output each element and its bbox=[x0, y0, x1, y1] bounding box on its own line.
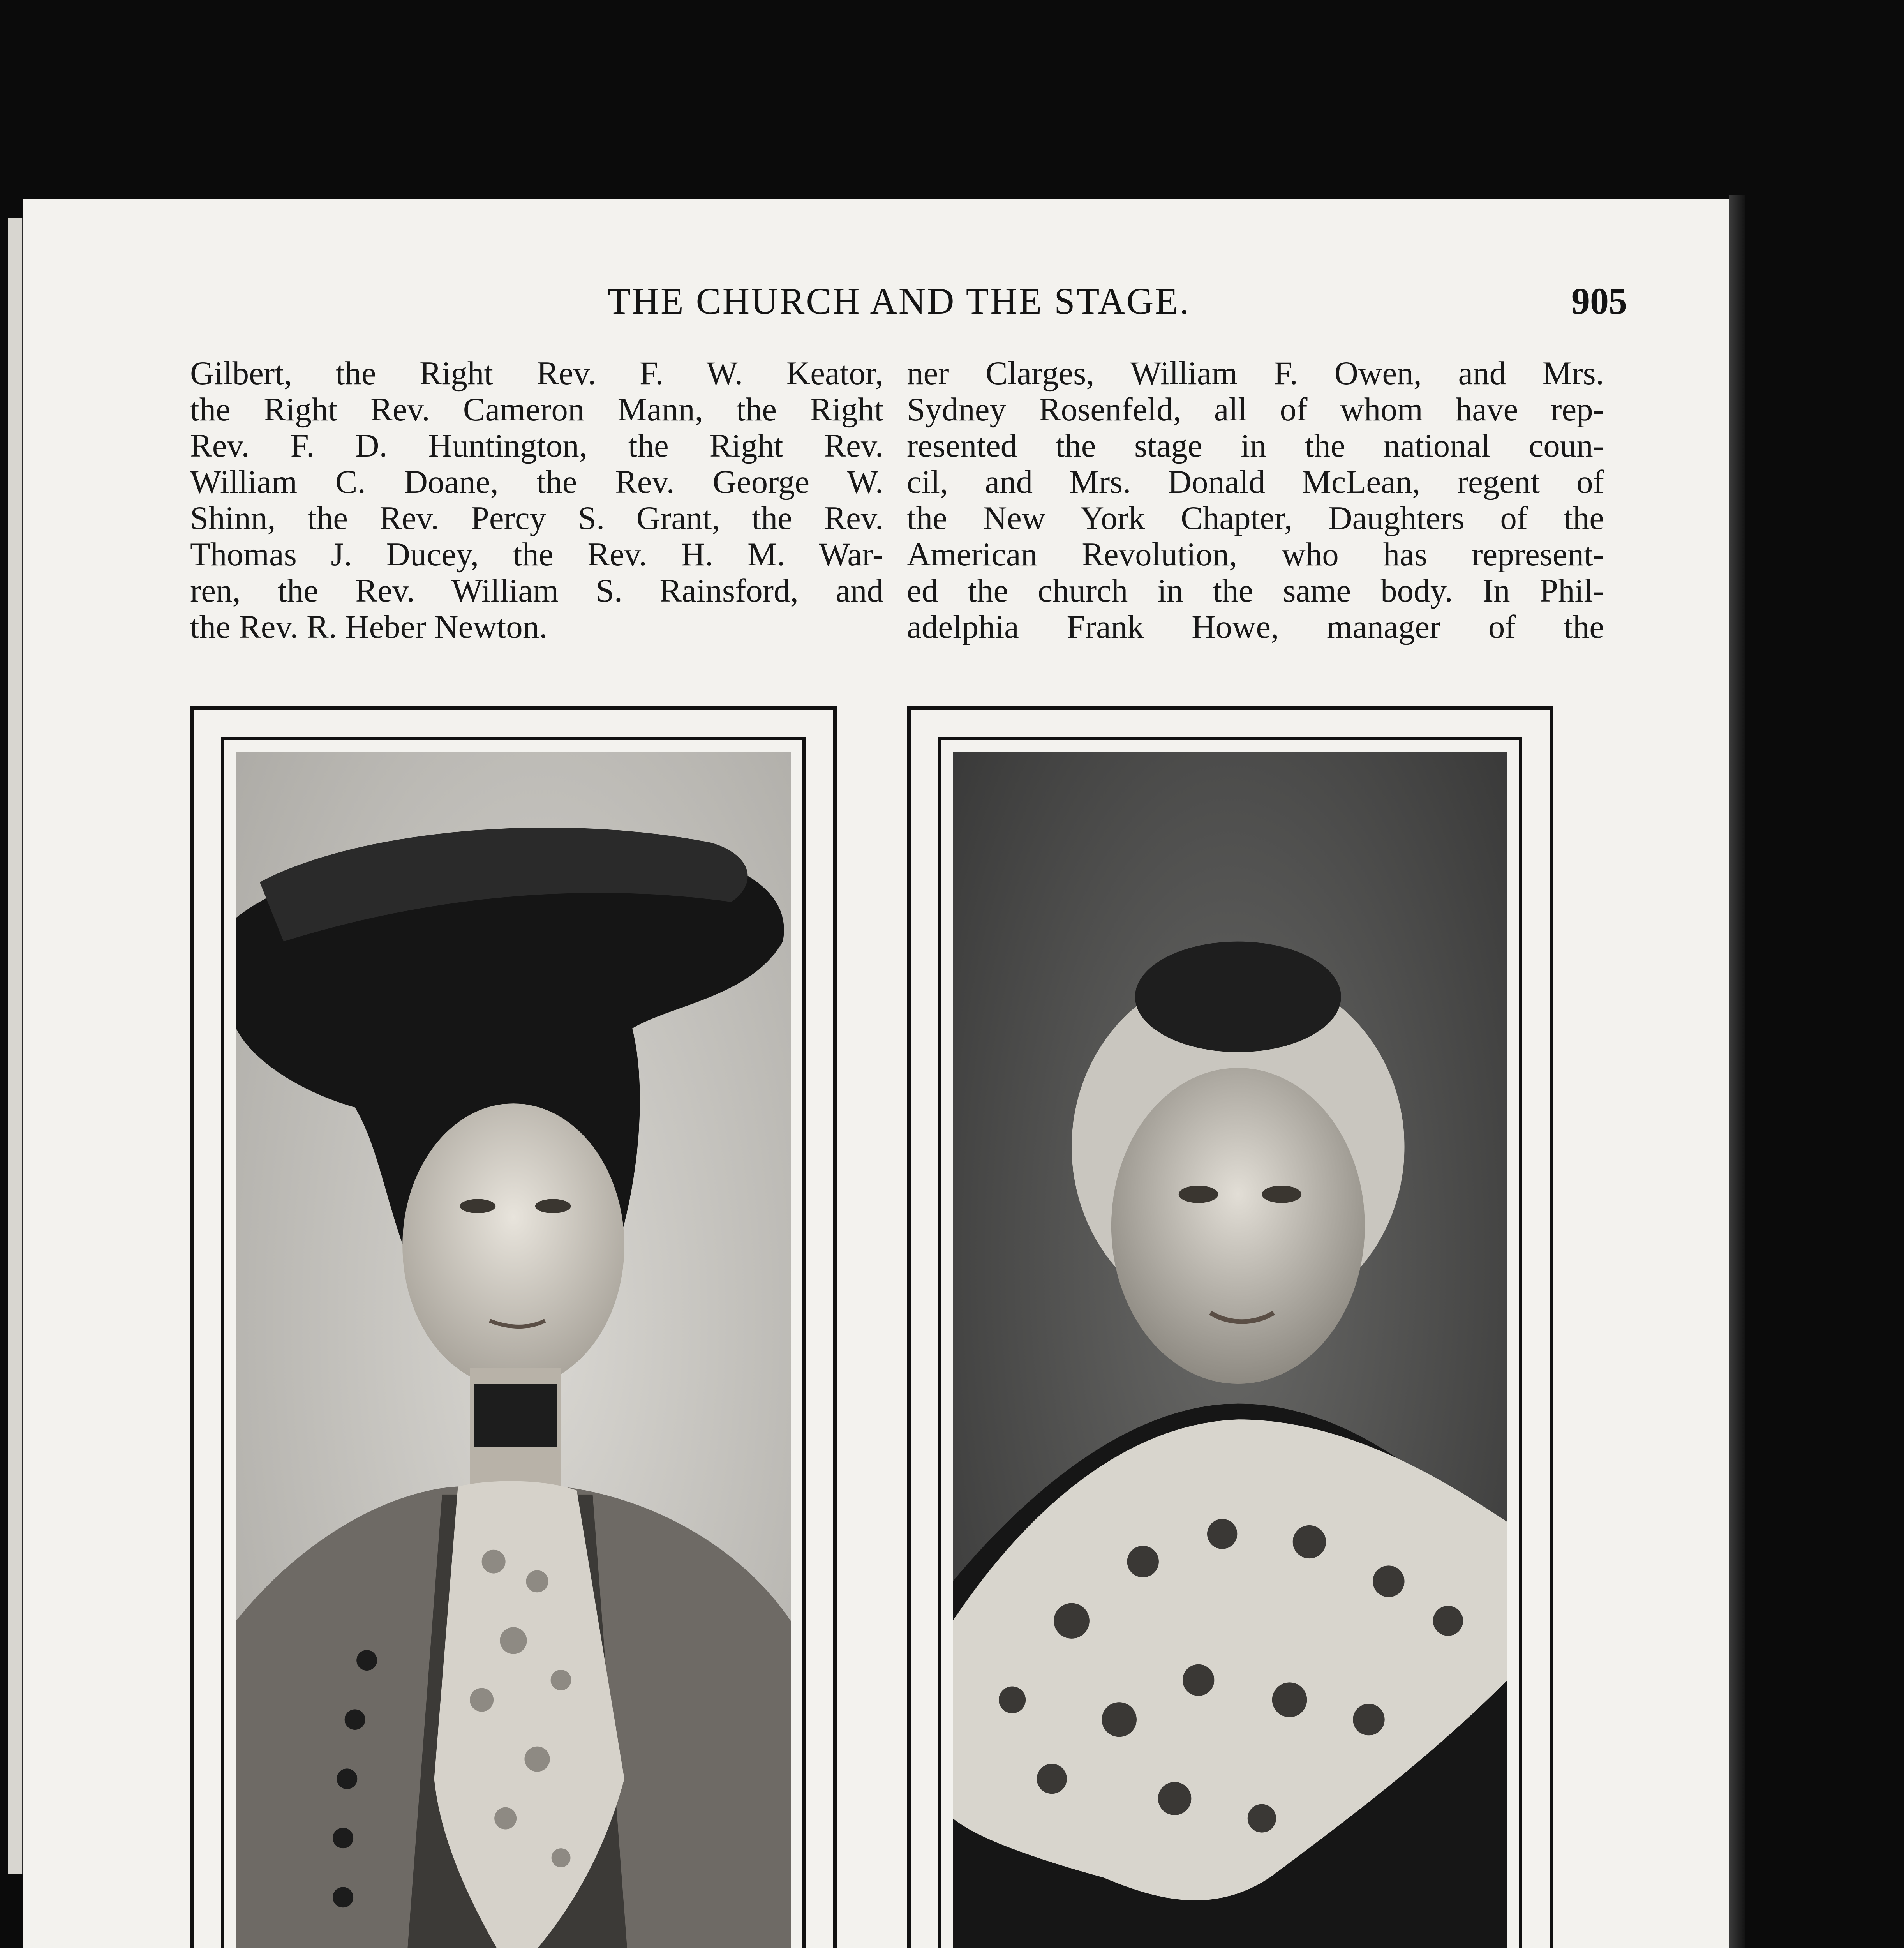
portrait-photo-mrs-jones bbox=[953, 752, 1507, 1948]
photo-frame-amelia-bingham bbox=[190, 706, 837, 1948]
text-line: Shinn, the Rev. Percy S. Grant, the Rev. bbox=[190, 500, 883, 536]
text-line: the Rev. R. Heber Newton. bbox=[190, 609, 548, 645]
text-line: adelphia Frank Howe, manager of the bbox=[907, 609, 1604, 645]
text-line: resented the stage in the national coun- bbox=[907, 428, 1604, 464]
text-line: Thomas J. Ducey, the Rev. H. M. War- bbox=[190, 536, 883, 573]
text-line: Sydney Rosenfeld, all of whom have rep- bbox=[907, 392, 1604, 428]
text-line: American Revolution, who has represent- bbox=[907, 536, 1604, 573]
left-page-edge bbox=[8, 218, 24, 1874]
text-line: ner Clarges, William F. Owen, and Mrs. bbox=[907, 355, 1604, 392]
text-line: the Right Rev. Cameron Mann, the Right bbox=[190, 392, 883, 428]
top-left-column bbox=[190, 355, 883, 645]
running-head bbox=[23, 279, 1729, 334]
page-number: 905 bbox=[1571, 280, 1627, 322]
text-line: cil, and Mrs. Donald McLean, regent of bbox=[907, 464, 1604, 500]
text-line: ed the church in the same body. In Phil- bbox=[907, 573, 1604, 609]
text-line: Gilbert, the Right Rev. F. W. Keator, bbox=[190, 355, 883, 392]
text-line: William C. Doane, the Rev. George W. bbox=[190, 464, 883, 500]
running-title: THE CHURCH AND THE STAGE. bbox=[608, 280, 1190, 322]
text-line: Rev. F. D. Huntington, the Right Rev. bbox=[190, 428, 883, 464]
photo-frame-mrs-jones bbox=[907, 706, 1553, 1948]
text-line: the New York Chapter, Daughters of the bbox=[907, 500, 1604, 536]
top-right-column bbox=[907, 355, 1604, 645]
magazine-page bbox=[23, 199, 1729, 1948]
right-page-edge bbox=[1729, 195, 1745, 1948]
portrait-photo-amelia-bingham bbox=[236, 752, 791, 1948]
text-line: ren, the Rev. William S. Rainsford, and bbox=[190, 573, 883, 609]
